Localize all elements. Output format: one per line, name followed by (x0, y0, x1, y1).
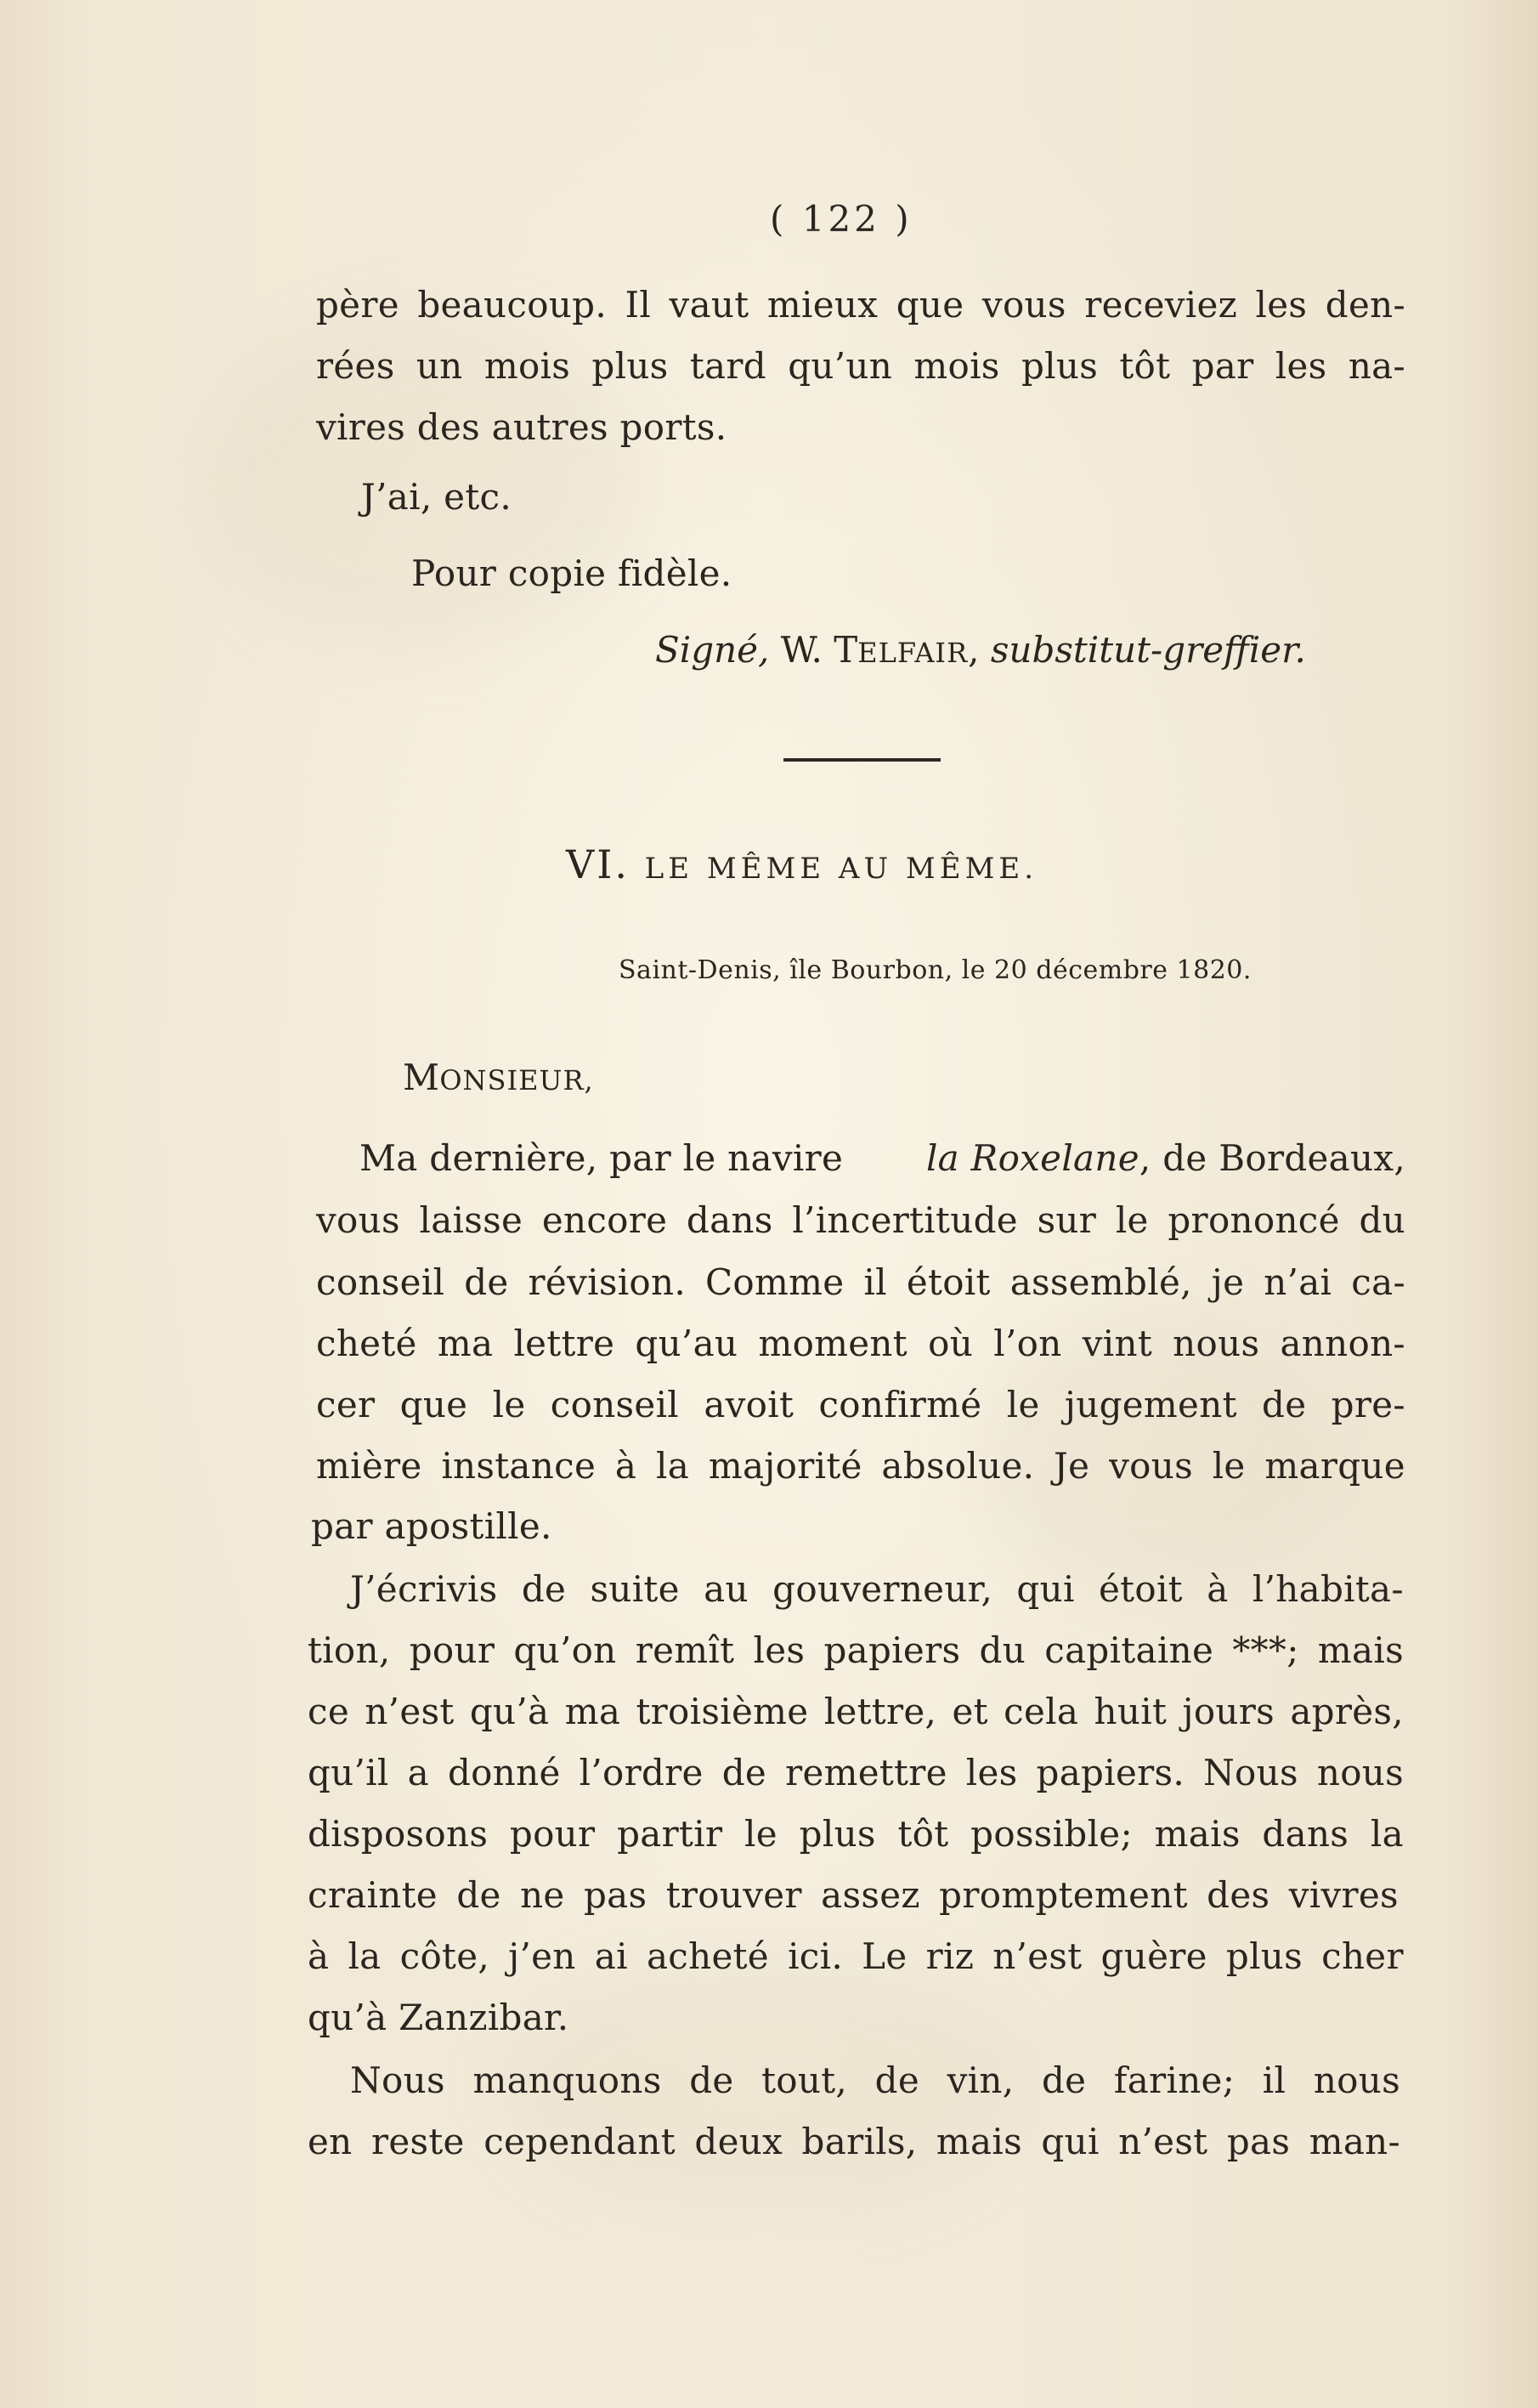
word: pas (583, 1874, 647, 1916)
word: mais (1154, 1813, 1241, 1855)
signature-initial: W. (780, 629, 823, 671)
word: qui (1041, 2121, 1100, 2162)
text-line (316, 1320, 1405, 1368)
word: Nous (1203, 1752, 1298, 1793)
word: qu’un (788, 345, 893, 387)
word: les (965, 1752, 1018, 1793)
word: qu’au (635, 1323, 738, 1364)
word: les (1255, 284, 1308, 326)
word: qui (1016, 1568, 1075, 1610)
word: le (1115, 1199, 1149, 1241)
word: pre- (1331, 1384, 1405, 1425)
text-line (316, 281, 1405, 329)
word: acheté (646, 1935, 769, 1977)
word: papiers. (1036, 1752, 1185, 1793)
text-line (316, 343, 1405, 390)
word: farine; (1113, 2060, 1235, 2101)
word: mieux (766, 284, 879, 326)
word: troisième (636, 1691, 809, 1732)
word: pour (409, 1629, 495, 1671)
word: la (655, 1445, 690, 1487)
section-divider (783, 758, 941, 762)
word: confirmé (818, 1384, 982, 1425)
word: tôt (897, 1813, 949, 1855)
word: de (689, 2060, 734, 2101)
word: manquons (472, 2060, 662, 2101)
word: n’ai (1264, 1261, 1332, 1303)
word: de (1262, 1384, 1307, 1425)
word: je (1211, 1261, 1245, 1303)
word: jugement (1064, 1384, 1237, 1425)
word: ai (594, 1935, 628, 1977)
word: disposons (308, 1813, 489, 1855)
word: vivres (1288, 1874, 1399, 1916)
word: marque (1264, 1445, 1405, 1487)
word: Il (625, 284, 652, 326)
word: remît (635, 1629, 735, 1671)
word: qu’à (469, 1691, 550, 1732)
word: man- (1309, 2121, 1400, 2162)
word: nous (1173, 1323, 1260, 1364)
word: ce (308, 1691, 349, 1732)
text-line (308, 1933, 1404, 1980)
section-title: LE MÊME AU MÊME. (644, 852, 1038, 886)
word: na- (1348, 345, 1405, 387)
word: de (721, 1752, 767, 1793)
word: par (1191, 345, 1254, 387)
word: annon- (1280, 1323, 1405, 1364)
word: révision. (528, 1261, 687, 1303)
word: étoit (1099, 1568, 1183, 1610)
signature-name: TELFAIR (834, 629, 969, 671)
text-line (359, 1135, 1405, 1182)
text-line (308, 2118, 1400, 2166)
word: avoit (704, 1384, 794, 1425)
word: n’est (1118, 2121, 1208, 2162)
word: Nous (350, 2060, 445, 2101)
word: père (316, 284, 399, 326)
word: de (874, 2060, 920, 2101)
text-line (308, 1810, 1404, 1858)
section-number: VI. (566, 841, 630, 887)
word: les (1275, 345, 1327, 387)
word: lettre, (823, 1691, 937, 1732)
word: possible; (970, 1813, 1133, 1855)
text-line: qu’à Zanzibar. (308, 1997, 569, 2038)
word: de (521, 1568, 567, 1610)
word: majorité (708, 1445, 862, 1487)
word: tout, (761, 2060, 848, 2101)
word: riz (925, 1935, 975, 1977)
word: gouverneur, (772, 1568, 993, 1610)
word: laisse (419, 1199, 523, 1241)
word: l’habita- (1252, 1568, 1404, 1610)
word: tard (689, 345, 766, 387)
word: un (416, 345, 463, 387)
word: les (753, 1629, 806, 1671)
word: n’est (992, 1935, 1083, 1977)
section-heading (566, 841, 1038, 887)
word: huit (1094, 1691, 1168, 1732)
word: guère (1100, 1935, 1207, 1977)
word: vaut (669, 284, 749, 326)
word: lettre (513, 1323, 615, 1364)
dateline: Saint-Denis, île Bourbon, le 20 décembre 1820. (619, 955, 1252, 985)
word: le (744, 1813, 777, 1855)
word: tion, (308, 1629, 391, 1671)
text-line (316, 1442, 1405, 1490)
signature-title: substitut-greffier. (990, 629, 1306, 671)
word: la (1370, 1813, 1404, 1855)
word: papiers (823, 1629, 961, 1671)
word: encore (541, 1199, 668, 1241)
text-line (316, 1197, 1405, 1244)
word: J’écrivis (350, 1568, 498, 1610)
word: vous (981, 284, 1066, 326)
word: plus (591, 345, 669, 387)
word: à (1207, 1568, 1229, 1610)
word: que (399, 1384, 468, 1425)
word: où (928, 1323, 974, 1364)
word: mière (316, 1445, 422, 1487)
word: conseil (316, 1261, 445, 1303)
word: et (952, 1691, 988, 1732)
text-line (316, 1381, 1405, 1429)
word: Comme (705, 1261, 845, 1303)
word: remettre (785, 1752, 947, 1793)
word: instance (441, 1445, 597, 1487)
signature-line: Signé, W. TELFAIR, substitut-greffier. (655, 629, 1306, 671)
closing-formula: J’ai, etc. (361, 476, 512, 518)
word: le (1006, 1384, 1040, 1425)
word: pas (1226, 2121, 1291, 2162)
word: plus (799, 1813, 876, 1855)
word: pour (509, 1813, 596, 1855)
word: qu’on (513, 1629, 617, 1671)
word: suite (590, 1568, 680, 1610)
text-line: vires des autres ports. (316, 406, 727, 448)
word: mois (483, 345, 571, 387)
word: den- (1325, 284, 1405, 326)
word: le (492, 1384, 526, 1425)
word: de (1041, 2060, 1087, 2101)
word: trouver (665, 1874, 802, 1916)
word: ***; (1232, 1629, 1299, 1671)
word: l’incertitude (792, 1199, 1018, 1241)
word: dans (686, 1199, 773, 1241)
word: de (464, 1261, 509, 1303)
word: assemblé, (1009, 1261, 1192, 1303)
word: la (348, 1935, 382, 1977)
word: assez (821, 1874, 920, 1916)
word: cependant (483, 2121, 676, 2162)
word: crainte (308, 1874, 438, 1916)
word: nous (1313, 2060, 1400, 2101)
word: Je (1054, 1445, 1090, 1487)
word: cher (1321, 1935, 1404, 1977)
text-line (308, 1627, 1404, 1674)
word: beaucoup. (417, 284, 607, 326)
word: côte, (399, 1935, 490, 1977)
word: en (308, 2121, 353, 2162)
word: sur (1037, 1199, 1097, 1241)
text-line (308, 1872, 1399, 1919)
word: l’ordre (579, 1752, 704, 1793)
text-line: par apostille. (311, 1505, 552, 1547)
word: reste (370, 2121, 465, 2162)
salutation: MONSIEUR, (403, 1057, 594, 1098)
word: a (407, 1752, 429, 1793)
signed-label: Signé, (655, 629, 770, 671)
word: vous (316, 1199, 400, 1241)
word: au (704, 1568, 749, 1610)
word: plus (1225, 1935, 1303, 1977)
copy-note: Pour copie fidèle. (411, 552, 732, 594)
page-number: ( 122 ) (770, 198, 913, 240)
word: après, (1290, 1691, 1404, 1732)
word: Le (862, 1935, 908, 1977)
word: à (614, 1445, 637, 1487)
text-line (350, 1566, 1404, 1613)
word: prononcé (1168, 1199, 1340, 1241)
word: des (1207, 1874, 1270, 1916)
ship-name: la Roxelane (925, 1137, 1139, 1179)
text-line (350, 2057, 1400, 2105)
text-span: Ma dernière, par le navire (359, 1137, 844, 1179)
word: étoit (906, 1261, 991, 1303)
word: cela (1004, 1691, 1079, 1732)
word: jours (1182, 1691, 1275, 1732)
word: plus (1021, 345, 1099, 387)
word: de (456, 1874, 501, 1916)
text-line (316, 1259, 1405, 1306)
word: barils, (801, 2121, 918, 2162)
word: j’en (508, 1935, 576, 1977)
word: du (1359, 1199, 1405, 1241)
text-line (308, 1688, 1404, 1736)
word: ca- (1351, 1261, 1405, 1303)
word: receviez (1084, 284, 1238, 326)
word: cheté (316, 1323, 417, 1364)
word: partir (617, 1813, 723, 1855)
word: que (896, 284, 964, 326)
word: vin, (947, 2060, 1015, 2101)
word: promptement (939, 1874, 1188, 1916)
word: le (1212, 1445, 1246, 1487)
word: dans (1262, 1813, 1349, 1855)
word: mais (936, 2121, 1022, 2162)
word: cer (316, 1384, 376, 1425)
word: rées (316, 345, 395, 387)
word: vint (1082, 1323, 1152, 1364)
word: l’on (993, 1323, 1062, 1364)
word: mois (913, 345, 1000, 387)
word: mais (1317, 1629, 1404, 1671)
word: conseil (550, 1384, 680, 1425)
word: deux (694, 2121, 783, 2162)
text-span: la Roxelane, de Bordeaux, (925, 1137, 1405, 1179)
word: à (308, 1935, 330, 1977)
word: qu’il (308, 1752, 389, 1793)
word: ici. (788, 1935, 844, 1977)
word: capitaine (1044, 1629, 1214, 1671)
word: il (863, 1261, 887, 1303)
word: moment (758, 1323, 908, 1364)
word: ma (437, 1323, 494, 1364)
word: tôt (1119, 345, 1171, 387)
word: ma (564, 1691, 621, 1732)
word: il (1262, 2060, 1286, 2101)
word: donné (448, 1752, 561, 1793)
word: absolue. (881, 1445, 1035, 1487)
word: n’est (365, 1691, 455, 1732)
word: du (979, 1629, 1026, 1671)
word: ne (520, 1874, 565, 1916)
text-line (308, 1749, 1404, 1797)
word: nous (1316, 1752, 1404, 1793)
word: vous (1109, 1445, 1193, 1487)
